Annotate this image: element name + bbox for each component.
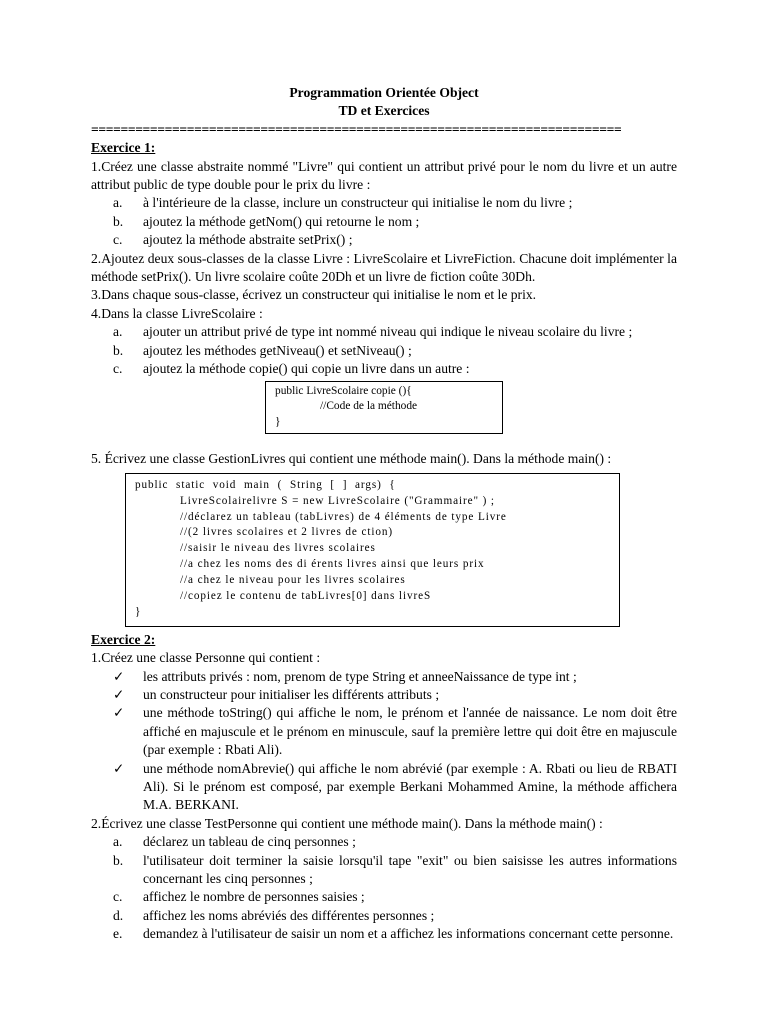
list-item-text: ajoutez la méthode copie() qui copie un livre dans un autre :: [143, 361, 470, 377]
list-item: [91, 231, 677, 249]
list-marker: c.: [113, 361, 123, 377]
list-marker: a.: [113, 195, 123, 211]
checkmark-icon: ✓: [113, 705, 125, 721]
list-item-text: déclarez un tableau de cinq personnes ;: [143, 834, 356, 850]
ex1-question-3: 3.Dans chaque sous-classe, écrivez un constructeur qui initialise le nom et le prix.: [91, 287, 537, 303]
list-item-text: ajoutez la méthode abstraite setPrix() ;: [143, 232, 353, 248]
code-line: //déclarez un tableau (tabLivres) de 4 éléments de type Livre: [180, 510, 507, 523]
list-marker: a.: [113, 324, 123, 340]
code-box-main: [125, 473, 620, 627]
code-line: //copiez le contenu de tabLivres[0] dans livreS: [180, 590, 432, 603]
list-item: [91, 686, 677, 704]
ex2-question-1: 1.Créez une classe Personne qui contient :: [91, 650, 321, 666]
ex1-question-2: 2.Ajoutez deux sous-classes de la classe Livre : LivreScolaire et LivreFiction. Chacune doit implémenter la méthode setPrix(). Un livre scolaire coûte 20Dh et un livre de fiction coûte 30Dh.: [91, 250, 677, 285]
list-marker: a.: [113, 834, 123, 850]
ex1-question-5: 5. Écrivez une classe GestionLivres qui contient une méthode main(). Dans la méthode main() :: [91, 451, 612, 467]
list-marker: b.: [113, 213, 124, 229]
list-item-text: un constructeur pour initialiser les différents attributs ;: [143, 686, 440, 702]
list-item-text: l'utilisateur doit terminer la saisie lorsqu'il tape "exit" ou bien saisisse les autres informations concernant les cinq personnes ;: [143, 852, 677, 886]
list-item-text: à l'intérieure de la classe, inclure un constructeur qui initialise le nom du livre ;: [143, 195, 573, 211]
list-item: [91, 852, 677, 889]
code-line: public static void main ( String [ ] args) {: [135, 478, 396, 491]
list-item-text: les attributs privés : nom, prenom de type String et anneeNaissance de type int ;: [143, 668, 577, 684]
ex1-q1-list: [91, 194, 677, 249]
ex2-q2-list: [91, 833, 677, 943]
list-item: [91, 323, 677, 341]
code-line: public LivreScolaire copie (){: [275, 384, 412, 397]
list-marker: b.: [113, 342, 124, 358]
list-item: [91, 213, 677, 231]
list-item: [91, 668, 677, 686]
code-box-copie: [265, 381, 503, 435]
list-marker: c.: [113, 889, 123, 905]
list-item: [91, 833, 677, 851]
list-item: [91, 888, 677, 906]
exercise-1-title: Exercice 1:: [91, 140, 156, 156]
checkmark-icon: ✓: [113, 760, 125, 776]
document-title: Programmation Orientée Object: [289, 85, 479, 100]
document-subtitle: TD et Exercices: [338, 103, 430, 119]
code-line: LivreScolairelivre S = new LivreScolaire ("Grammaire" ) ;: [180, 494, 495, 507]
ex2-question-2: 2.Écrivez une classe TestPersonne qui contient une méthode main(). Dans la méthode main() :: [91, 815, 603, 831]
list-item: [91, 907, 677, 925]
code-line: //a chez les noms des di érents livres ainsi que leurs prix: [180, 558, 485, 571]
code-line: //Code de la méthode: [320, 400, 418, 413]
ex1-question-1: 1.Créez une classe abstraite nommé "Livre" qui contient un attribut privé pour le nom du livre et un autre attribut public de type double pour le prix du livre :: [91, 158, 677, 193]
list-item-text: demandez à l'utilisateur de saisir un nom et a affichez les informations concernant cette personne.: [143, 926, 674, 942]
separator-line: ========================================================================: [91, 121, 622, 137]
exercise-2-title: Exercice 2:: [91, 631, 156, 647]
list-item: [91, 704, 677, 759]
list-item-text: une méthode toString() qui affiche le nom, le prénom et l'année de naissance. Le nom doit être affiché en majuscule et le prénom en minuscule, sauf la première lettre qui doit être en majuscule (par exemple : Rbati Ali).: [143, 705, 677, 758]
list-item: [91, 760, 677, 815]
list-marker: d.: [113, 907, 124, 923]
list-item-text: ajouter un attribut privé de type int nommé niveau qui indique le niveau scolaire du livre ;: [143, 324, 633, 340]
code-line: }: [135, 605, 142, 618]
document-content: [91, 84, 677, 944]
code-line: //(2 livres scolaires et 2 livres de ction): [180, 526, 393, 539]
list-item-text: ajoutez la méthode getNom() qui retourne le nom ;: [143, 213, 420, 229]
code-line: }: [275, 415, 281, 428]
list-item: [91, 360, 677, 378]
list-marker: e.: [113, 926, 123, 942]
list-item-text: affichez le nombre de personnes saisies ;: [143, 889, 365, 905]
list-item-text: affichez les noms abréviés des différentes personnes ;: [143, 907, 435, 923]
list-marker: b.: [113, 852, 124, 868]
ex2-q1-list: [91, 668, 677, 815]
list-item-text: ajoutez les méthodes getNiveau() et setNiveau() ;: [143, 342, 412, 358]
list-marker: c.: [113, 232, 123, 248]
checkmark-icon: ✓: [113, 668, 125, 684]
ex1-q4-list: [91, 323, 677, 378]
ex1-question-4: 4.Dans la classe LivreScolaire :: [91, 305, 263, 321]
code-line: //saisir le niveau des livres scolaires: [180, 542, 376, 555]
list-item: [91, 925, 677, 943]
list-item: [91, 342, 677, 360]
checkmark-icon: ✓: [113, 686, 125, 702]
code-line: //a chez le niveau pour les livres scolaires: [180, 574, 406, 587]
list-item-text: une méthode nomAbrevie() qui affiche le nom abrévié (par exemple : A. Rbati ou lieu de RBATI Ali). Si le prénom est composé, par exemple Berkani Mohammed Amine, la méthode affichera M.A. BERKANI.: [143, 760, 677, 813]
list-item: [91, 194, 677, 212]
